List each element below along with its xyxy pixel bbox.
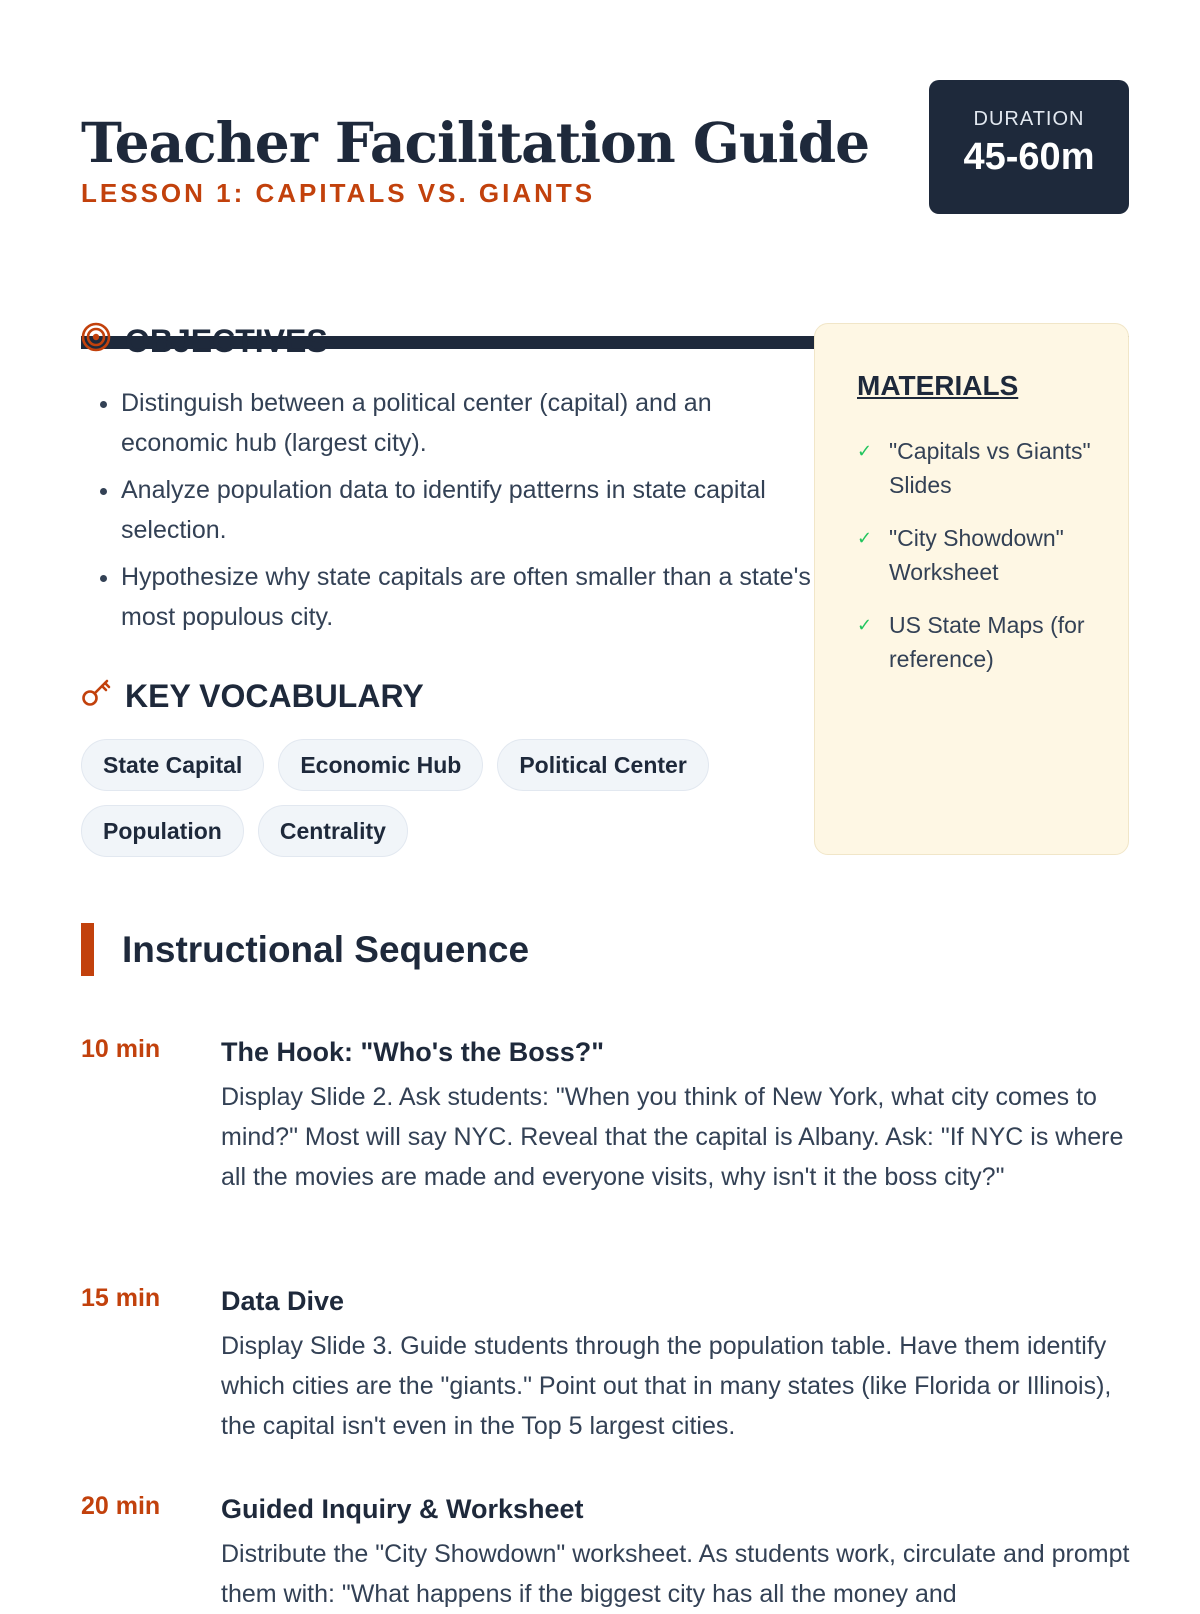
step-body: Display Slide 3. Guide students through the population table. Have them identify which cities are the "giants." Point out that in many states (like Florida or Illinois), the capital isn't even in the Top 5 largest cities. bbox=[221, 1332, 1112, 1440]
materials-list bbox=[857, 434, 1117, 695]
material-item bbox=[857, 521, 1117, 589]
vocab-chip: State Capital bbox=[81, 739, 264, 791]
guide-header bbox=[81, 80, 1129, 270]
step-body: Distribute the "City Showdown" worksheet. As students work, circulate and prompt them with: "What happens if the biggest city has all the money and bbox=[221, 1540, 1130, 1608]
check-icon: ✓ bbox=[857, 441, 873, 461]
materials-heading: MATERIALS bbox=[857, 370, 1019, 401]
step-time: 10 min bbox=[81, 1035, 161, 1063]
duration-badge bbox=[929, 80, 1129, 214]
step-title: The Hook: "Who's the Boss?" bbox=[221, 1037, 605, 1067]
key-icon bbox=[81, 677, 111, 715]
sequence-heading bbox=[81, 923, 529, 976]
material-item bbox=[857, 434, 1117, 502]
facilitation-guide-page bbox=[81, 0, 1130, 1608]
duration-value: 45-60m bbox=[963, 136, 1095, 178]
step-body: Display Slide 2. Ask students: "When you think of New York, what city comes to mind?" Most will say NYC. Reveal that the capital is Albany. Ask: "If NYC is where all the movies are made and everyone visits, why isn't it the boss city?" bbox=[221, 1083, 1124, 1191]
check-icon: ✓ bbox=[857, 528, 873, 548]
step-title: Guided Inquiry & Worksheet bbox=[221, 1494, 584, 1524]
vocab-chip: Political Center bbox=[497, 739, 708, 791]
vocabulary-chips bbox=[81, 739, 761, 857]
objectives-heading-label: OBJECTIVES bbox=[125, 322, 328, 359]
objectives-list bbox=[81, 383, 811, 644]
vocabulary-heading bbox=[81, 677, 424, 715]
page-title: Teacher Facilitation Guide bbox=[81, 110, 870, 175]
material-label: US State Maps (for reference) bbox=[889, 612, 1085, 672]
materials-panel bbox=[814, 323, 1129, 855]
step-time: 20 min bbox=[81, 1492, 161, 1520]
accent-bar bbox=[81, 923, 94, 976]
vocab-chip: Centrality bbox=[258, 805, 408, 857]
duration-label: DURATION bbox=[973, 108, 1085, 130]
objectives-heading bbox=[81, 322, 328, 360]
vocab-chip: Economic Hub bbox=[278, 739, 483, 791]
material-label: "City Showdown" Worksheet bbox=[889, 525, 1064, 585]
vocab-chip: Population bbox=[81, 805, 244, 857]
step-title: Data Dive bbox=[221, 1286, 345, 1316]
lesson-subtitle: LESSON 1: CAPITALS VS. GIANTS bbox=[81, 178, 596, 208]
objective-item: • Distinguish between a political center (capital) and an economic hub (largest city). bbox=[121, 383, 811, 463]
target-icon bbox=[81, 322, 111, 360]
check-icon: ✓ bbox=[857, 615, 873, 635]
step-time: 15 min bbox=[81, 1284, 161, 1312]
material-item bbox=[857, 608, 1117, 676]
objective-item: • Analyze population data to identify patterns in state capital selection. bbox=[121, 470, 811, 550]
material-label: "Capitals vs Giants" Slides bbox=[889, 438, 1091, 498]
objective-item: • Hypothesize why state capitals are often smaller than a state's most populous city. bbox=[121, 557, 811, 637]
vocabulary-heading-label: KEY VOCABULARY bbox=[125, 677, 424, 714]
sequence-heading-label: Instructional Sequence bbox=[122, 928, 530, 970]
